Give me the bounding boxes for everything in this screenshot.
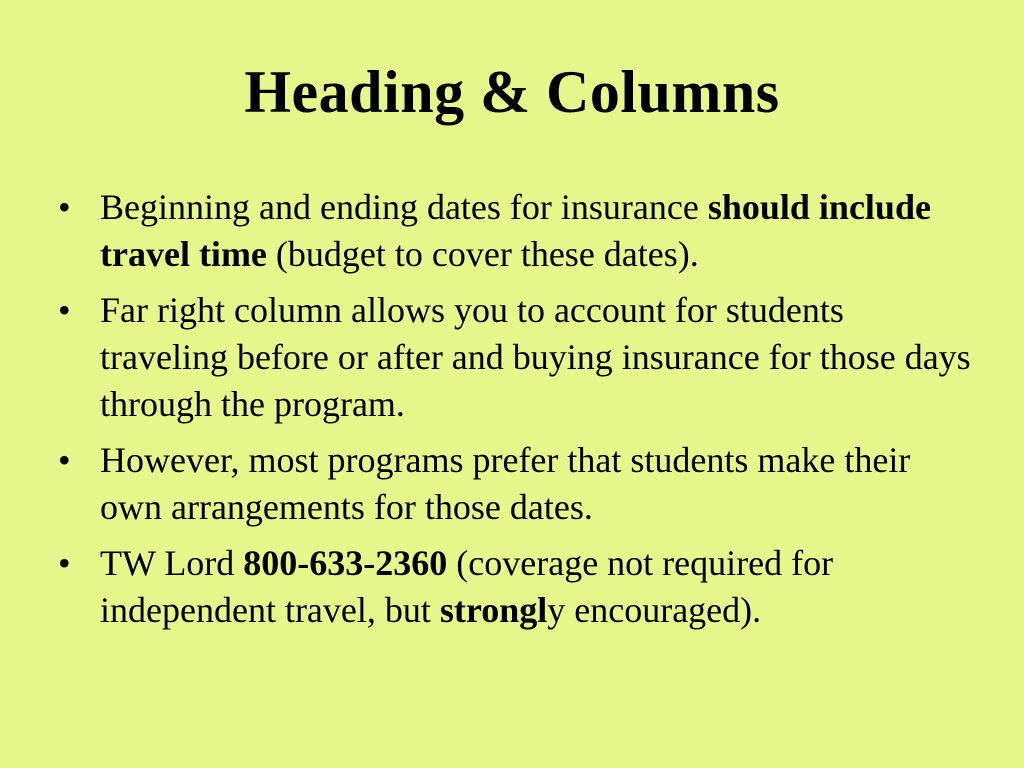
slide-title: Heading & Columns — [244, 59, 780, 125]
bullet-text: y encouraged). — [547, 590, 762, 630]
bold-text: should include travel time — [100, 187, 931, 274]
bullet-item-insurance-dates — [58, 184, 978, 278]
bullet-item-tw-lord — [58, 540, 978, 634]
bullet-list — [58, 184, 978, 643]
bullet-text: TW Lord — [100, 543, 244, 583]
bold-text: strongl — [439, 590, 548, 630]
bullet-item-own-arrangements — [58, 437, 978, 531]
phone-number: 800-633-2360 — [243, 543, 448, 583]
bullet-text: (budget to cover these dates). — [266, 234, 699, 274]
bullet-icon: • — [58, 440, 71, 480]
bullet-icon: • — [58, 543, 71, 583]
bullet-item-far-right-column — [58, 287, 978, 428]
bullet-icon: • — [58, 290, 71, 330]
bullet-icon: • — [58, 187, 71, 227]
bullet-text: Far right column allows you to account for students traveling before or after and buying insurance for those days through the program. — [100, 290, 971, 424]
bullet-text: (coverage not required for independent travel, but — [100, 543, 834, 630]
bullet-text: Beginning and ending dates for insurance — [100, 187, 708, 227]
bullet-text: However, most programs prefer that students make their own arrangements for those dates. — [100, 440, 911, 527]
